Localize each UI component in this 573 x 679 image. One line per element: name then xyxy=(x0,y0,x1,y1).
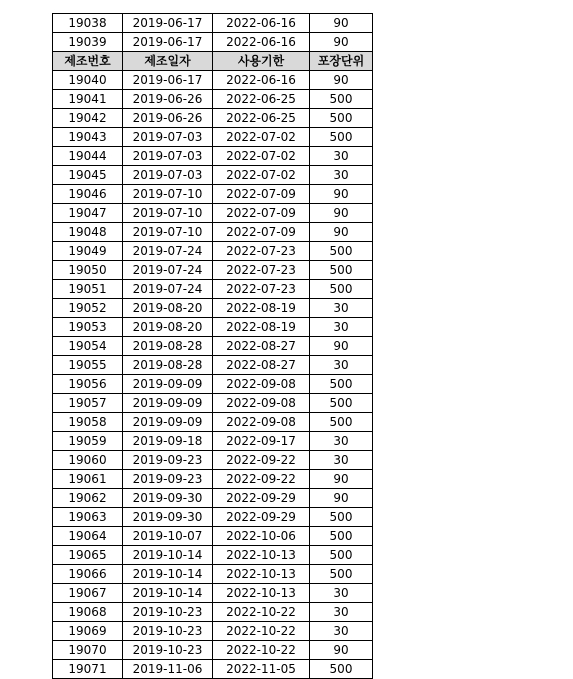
manufacture-date-cell: 2019-06-26 xyxy=(123,90,213,109)
batch-number-cell: 19060 xyxy=(53,451,123,470)
manufacture-date-cell: 2019-09-18 xyxy=(123,432,213,451)
expiry-date-cell: 2022-10-22 xyxy=(213,641,310,660)
batch-number-cell: 19053 xyxy=(53,318,123,337)
manufacture-date-cell: 2019-07-10 xyxy=(123,223,213,242)
expiry-date-cell: 2022-10-13 xyxy=(213,584,310,603)
batch-number-cell: 19064 xyxy=(53,527,123,546)
package-unit-cell: 30 xyxy=(310,432,373,451)
table-row xyxy=(53,261,373,280)
table-row xyxy=(53,470,373,489)
expiry-date-cell: 2022-07-02 xyxy=(213,128,310,147)
expiry-date-cell: 2022-10-06 xyxy=(213,527,310,546)
manufacture-date-cell: 2019-10-23 xyxy=(123,603,213,622)
batch-number-cell: 19067 xyxy=(53,584,123,603)
manufacture-date-cell: 2019-07-03 xyxy=(123,147,213,166)
table-row xyxy=(53,546,373,565)
package-unit-cell: 500 xyxy=(310,527,373,546)
table-row xyxy=(53,508,373,527)
package-unit-cell: 30 xyxy=(310,603,373,622)
package-unit-cell: 90 xyxy=(310,71,373,90)
package-unit-cell: 30 xyxy=(310,166,373,185)
package-unit-cell: 90 xyxy=(310,204,373,223)
table-row xyxy=(53,14,373,33)
table-row xyxy=(53,413,373,432)
table-row xyxy=(53,71,373,90)
manufacture-date-cell: 2019-07-24 xyxy=(123,242,213,261)
manufacture-date-cell: 2019-06-17 xyxy=(123,14,213,33)
header-package-unit: 포장단위 xyxy=(310,52,373,71)
table-row xyxy=(53,603,373,622)
package-unit-cell: 30 xyxy=(310,318,373,337)
batch-number-cell: 19039 xyxy=(53,33,123,52)
table-row xyxy=(53,280,373,299)
package-unit-cell: 90 xyxy=(310,470,373,489)
package-unit-cell: 500 xyxy=(310,565,373,584)
table-row xyxy=(53,185,373,204)
batch-number-cell: 19042 xyxy=(53,109,123,128)
batch-number-cell: 19069 xyxy=(53,622,123,641)
batch-table-body xyxy=(53,14,373,679)
manufacture-date-cell: 2019-09-23 xyxy=(123,451,213,470)
package-unit-cell: 90 xyxy=(310,489,373,508)
package-unit-cell: 90 xyxy=(310,33,373,52)
manufacture-date-cell: 2019-10-23 xyxy=(123,641,213,660)
expiry-date-cell: 2022-07-02 xyxy=(213,166,310,185)
package-unit-cell: 500 xyxy=(310,546,373,565)
package-unit-cell: 500 xyxy=(310,280,373,299)
package-unit-cell: 30 xyxy=(310,622,373,641)
package-unit-cell: 500 xyxy=(310,508,373,527)
expiry-date-cell: 2022-08-27 xyxy=(213,356,310,375)
package-unit-cell: 90 xyxy=(310,14,373,33)
table-row xyxy=(53,90,373,109)
table-row xyxy=(53,128,373,147)
package-unit-cell: 90 xyxy=(310,337,373,356)
manufacture-date-cell: 2019-07-10 xyxy=(123,185,213,204)
manufacture-date-cell: 2019-07-10 xyxy=(123,204,213,223)
batch-number-cell: 19041 xyxy=(53,90,123,109)
package-unit-cell: 500 xyxy=(310,413,373,432)
manufacture-date-cell: 2019-06-17 xyxy=(123,71,213,90)
expiry-date-cell: 2022-07-23 xyxy=(213,261,310,280)
expiry-date-cell: 2022-09-17 xyxy=(213,432,310,451)
table-row xyxy=(53,432,373,451)
manufacture-date-cell: 2019-09-09 xyxy=(123,413,213,432)
table-header-row xyxy=(53,52,373,71)
expiry-date-cell: 2022-06-16 xyxy=(213,14,310,33)
manufacture-date-cell: 2019-10-23 xyxy=(123,622,213,641)
table-row xyxy=(53,451,373,470)
batch-number-cell: 19044 xyxy=(53,147,123,166)
batch-number-cell: 19051 xyxy=(53,280,123,299)
batch-number-cell: 19059 xyxy=(53,432,123,451)
expiry-date-cell: 2022-09-08 xyxy=(213,413,310,432)
batch-number-cell: 19052 xyxy=(53,299,123,318)
expiry-date-cell: 2022-07-02 xyxy=(213,147,310,166)
header-expiry-date: 사용기한 xyxy=(213,52,310,71)
manufacture-date-cell: 2019-09-23 xyxy=(123,470,213,489)
table-row xyxy=(53,660,373,679)
table-row xyxy=(53,489,373,508)
table-row xyxy=(53,375,373,394)
table-row xyxy=(53,584,373,603)
expiry-date-cell: 2022-09-29 xyxy=(213,489,310,508)
manufacture-date-cell: 2019-08-20 xyxy=(123,318,213,337)
table-row xyxy=(53,527,373,546)
expiry-date-cell: 2022-09-29 xyxy=(213,508,310,527)
manufacture-date-cell: 2019-10-14 xyxy=(123,584,213,603)
expiry-date-cell: 2022-10-13 xyxy=(213,546,310,565)
manufacture-date-cell: 2019-08-28 xyxy=(123,337,213,356)
expiry-date-cell: 2022-09-22 xyxy=(213,451,310,470)
manufacture-date-cell: 2019-09-30 xyxy=(123,508,213,527)
batch-number-cell: 19068 xyxy=(53,603,123,622)
manufacture-date-cell: 2019-06-26 xyxy=(123,109,213,128)
package-unit-cell: 500 xyxy=(310,375,373,394)
table-row xyxy=(53,622,373,641)
package-unit-cell: 30 xyxy=(310,356,373,375)
manufacture-date-cell: 2019-10-14 xyxy=(123,546,213,565)
expiry-date-cell: 2022-07-23 xyxy=(213,242,310,261)
package-unit-cell: 30 xyxy=(310,451,373,470)
batch-number-cell: 19070 xyxy=(53,641,123,660)
manufacture-date-cell: 2019-09-09 xyxy=(123,375,213,394)
expiry-date-cell: 2022-09-08 xyxy=(213,375,310,394)
package-unit-cell: 500 xyxy=(310,128,373,147)
expiry-date-cell: 2022-10-22 xyxy=(213,622,310,641)
manufacture-date-cell: 2019-07-24 xyxy=(123,280,213,299)
expiry-date-cell: 2022-09-22 xyxy=(213,470,310,489)
batch-number-cell: 19040 xyxy=(53,71,123,90)
expiry-date-cell: 2022-08-19 xyxy=(213,299,310,318)
manufacture-date-cell: 2019-07-03 xyxy=(123,128,213,147)
manufacture-date-cell: 2019-11-06 xyxy=(123,660,213,679)
package-unit-cell: 500 xyxy=(310,394,373,413)
table-row xyxy=(53,641,373,660)
table-row xyxy=(53,242,373,261)
table-row xyxy=(53,109,373,128)
expiry-date-cell: 2022-06-16 xyxy=(213,71,310,90)
package-unit-cell: 500 xyxy=(310,242,373,261)
batch-number-cell: 19071 xyxy=(53,660,123,679)
batch-number-cell: 19054 xyxy=(53,337,123,356)
table-row xyxy=(53,299,373,318)
expiry-date-cell: 2022-06-16 xyxy=(213,33,310,52)
manufacture-date-cell: 2019-08-20 xyxy=(123,299,213,318)
manufacture-date-cell: 2019-09-09 xyxy=(123,394,213,413)
expiry-date-cell: 2022-08-19 xyxy=(213,318,310,337)
expiry-date-cell: 2022-08-27 xyxy=(213,337,310,356)
manufacture-date-cell: 2019-09-30 xyxy=(123,489,213,508)
expiry-date-cell: 2022-10-13 xyxy=(213,565,310,584)
table-row xyxy=(53,394,373,413)
table-row xyxy=(53,337,373,356)
package-unit-cell: 90 xyxy=(310,223,373,242)
package-unit-cell: 500 xyxy=(310,90,373,109)
expiry-date-cell: 2022-06-25 xyxy=(213,109,310,128)
table-row xyxy=(53,223,373,242)
table-row xyxy=(53,147,373,166)
package-unit-cell: 90 xyxy=(310,641,373,660)
batch-number-cell: 19062 xyxy=(53,489,123,508)
package-unit-cell: 500 xyxy=(310,109,373,128)
batch-number-cell: 19065 xyxy=(53,546,123,565)
batch-number-cell: 19049 xyxy=(53,242,123,261)
batch-number-cell: 19055 xyxy=(53,356,123,375)
expiry-date-cell: 2022-07-09 xyxy=(213,223,310,242)
table-row xyxy=(53,204,373,223)
expiry-date-cell: 2022-09-08 xyxy=(213,394,310,413)
table-row xyxy=(53,565,373,584)
batch-number-cell: 19063 xyxy=(53,508,123,527)
batch-number-cell: 19047 xyxy=(53,204,123,223)
package-unit-cell: 90 xyxy=(310,185,373,204)
batch-number-cell: 19045 xyxy=(53,166,123,185)
batch-number-cell: 19066 xyxy=(53,565,123,584)
manufacture-date-cell: 2019-07-24 xyxy=(123,261,213,280)
package-unit-cell: 30 xyxy=(310,584,373,603)
batch-number-cell: 19048 xyxy=(53,223,123,242)
manufacture-date-cell: 2019-06-17 xyxy=(123,33,213,52)
header-batch-number: 제조번호 xyxy=(53,52,123,71)
batch-table xyxy=(52,13,373,679)
package-unit-cell: 500 xyxy=(310,660,373,679)
manufacture-date-cell: 2019-10-07 xyxy=(123,527,213,546)
expiry-date-cell: 2022-07-09 xyxy=(213,204,310,223)
batch-number-cell: 19058 xyxy=(53,413,123,432)
batch-number-cell: 19046 xyxy=(53,185,123,204)
header-manufacture-date: 제조일자 xyxy=(123,52,213,71)
package-unit-cell: 30 xyxy=(310,299,373,318)
table-row xyxy=(53,166,373,185)
package-unit-cell: 30 xyxy=(310,147,373,166)
table-row xyxy=(53,318,373,337)
package-unit-cell: 500 xyxy=(310,261,373,280)
batch-number-cell: 19061 xyxy=(53,470,123,489)
expiry-date-cell: 2022-11-05 xyxy=(213,660,310,679)
table-row xyxy=(53,356,373,375)
batch-number-cell: 19038 xyxy=(53,14,123,33)
batch-number-cell: 19057 xyxy=(53,394,123,413)
manufacture-date-cell: 2019-08-28 xyxy=(123,356,213,375)
expiry-date-cell: 2022-06-25 xyxy=(213,90,310,109)
expiry-date-cell: 2022-07-09 xyxy=(213,185,310,204)
batch-number-cell: 19056 xyxy=(53,375,123,394)
expiry-date-cell: 2022-07-23 xyxy=(213,280,310,299)
batch-number-cell: 19043 xyxy=(53,128,123,147)
batch-number-cell: 19050 xyxy=(53,261,123,280)
manufacture-date-cell: 2019-07-03 xyxy=(123,166,213,185)
expiry-date-cell: 2022-10-22 xyxy=(213,603,310,622)
table-row xyxy=(53,33,373,52)
manufacture-date-cell: 2019-10-14 xyxy=(123,565,213,584)
